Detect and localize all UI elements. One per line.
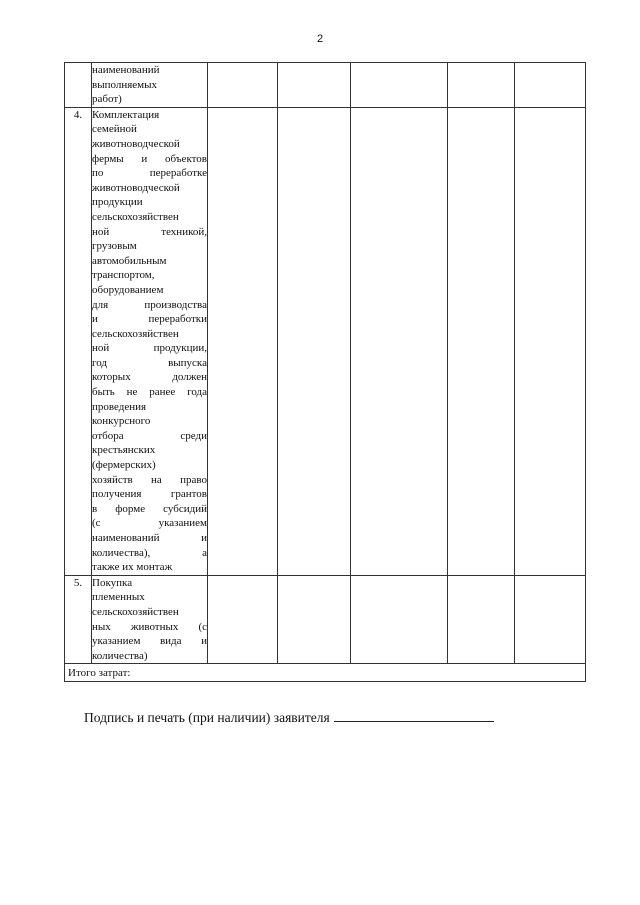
costs-table [64,62,586,682]
row-description-line: год выпуска [92,356,207,369]
row-description-line: животноводческой [92,181,180,194]
row-description-line: Комплектация [92,108,160,121]
row-description-line: быть не ранее года [92,386,207,399]
row-description-line: сельскохозяйствен [92,605,179,618]
row-description-line: работ) [92,93,122,106]
signature-line [334,709,494,722]
row-value-cell[interactable] [515,107,586,575]
row-description-line: автомобильным [92,254,167,267]
row-description-line: отбора среди [92,429,207,442]
table-row [65,107,586,575]
row-description-line: наименований [92,64,160,76]
row-description [92,107,208,575]
row-description-line: (с указанием [92,517,207,530]
row-value-cell[interactable] [448,575,515,664]
row-value-cell[interactable] [515,575,586,664]
row-description [92,63,208,108]
total-row [65,664,586,682]
total-label: Итого затрат: [65,664,586,682]
table-row [65,63,586,108]
row-description-line: проведения [92,400,147,413]
row-description-line: также их монтаж [92,561,173,574]
row-description-line: количества), а [92,546,207,559]
row-description-line: грузовым [92,240,137,253]
row-value-cell[interactable] [351,575,448,664]
signature-block [84,709,494,726]
row-value-cell[interactable] [278,575,351,664]
row-value-cell[interactable] [208,63,278,108]
row-description-line: продукции [92,196,143,209]
row-description-line: животноводческой [92,137,180,150]
row-description-line: Покупка [92,576,133,589]
row-description-line: семейной [92,123,137,136]
row-value-cell[interactable] [448,63,515,108]
row-value-cell[interactable] [351,107,448,575]
row-description-line: в форме субсидий [92,502,207,515]
row-description-line: указанием вида и [92,635,207,648]
costs-table-footer [65,664,586,682]
row-description-line: ной техникой, [92,225,207,238]
row-description-line: фермы и объектов [92,152,207,165]
row-description-line: выполняемых [92,78,157,91]
row-description-line: племенных [92,591,145,604]
row-description-line: получения грантов [92,488,207,501]
row-description-line: и переработки [92,313,207,326]
row-description-line: количества) [92,649,148,662]
costs-table-body [65,63,586,664]
row-description-line: сельскохозяйствен [92,327,179,340]
page-number: 2 [316,33,324,45]
row-number: 4. [65,107,92,575]
row-description-line: оборудованием [92,283,164,296]
row-value-cell[interactable] [448,107,515,575]
row-value-cell[interactable] [208,107,278,575]
row-description-line: наименований и [92,532,207,544]
row-description-line: транспортом, [92,269,155,282]
row-description-line: сельскохозяйствен [92,210,179,223]
row-description-line: для производства [92,298,207,311]
row-number: 5. [65,575,92,664]
row-value-cell[interactable] [208,575,278,664]
signature-label: Подпись и печать (при наличии) заявителя [84,710,330,725]
row-value-cell[interactable] [351,63,448,108]
row-description-line: ных животных (с [92,620,207,633]
row-description-line: которых должен [92,371,207,384]
row-description-line: крестьянских [92,444,156,457]
row-description-line: по переработке [92,167,207,180]
row-description [92,575,208,664]
row-description-line: хозяйств на право [92,473,207,486]
row-description-line: ной продукции, [92,342,207,355]
row-value-cell[interactable] [515,63,586,108]
row-description-line: (фермерских) [92,459,156,472]
row-number [65,63,92,108]
row-value-cell[interactable] [278,107,351,575]
table-row [65,575,586,664]
row-description-line: конкурсного [92,415,151,428]
row-value-cell[interactable] [278,63,351,108]
